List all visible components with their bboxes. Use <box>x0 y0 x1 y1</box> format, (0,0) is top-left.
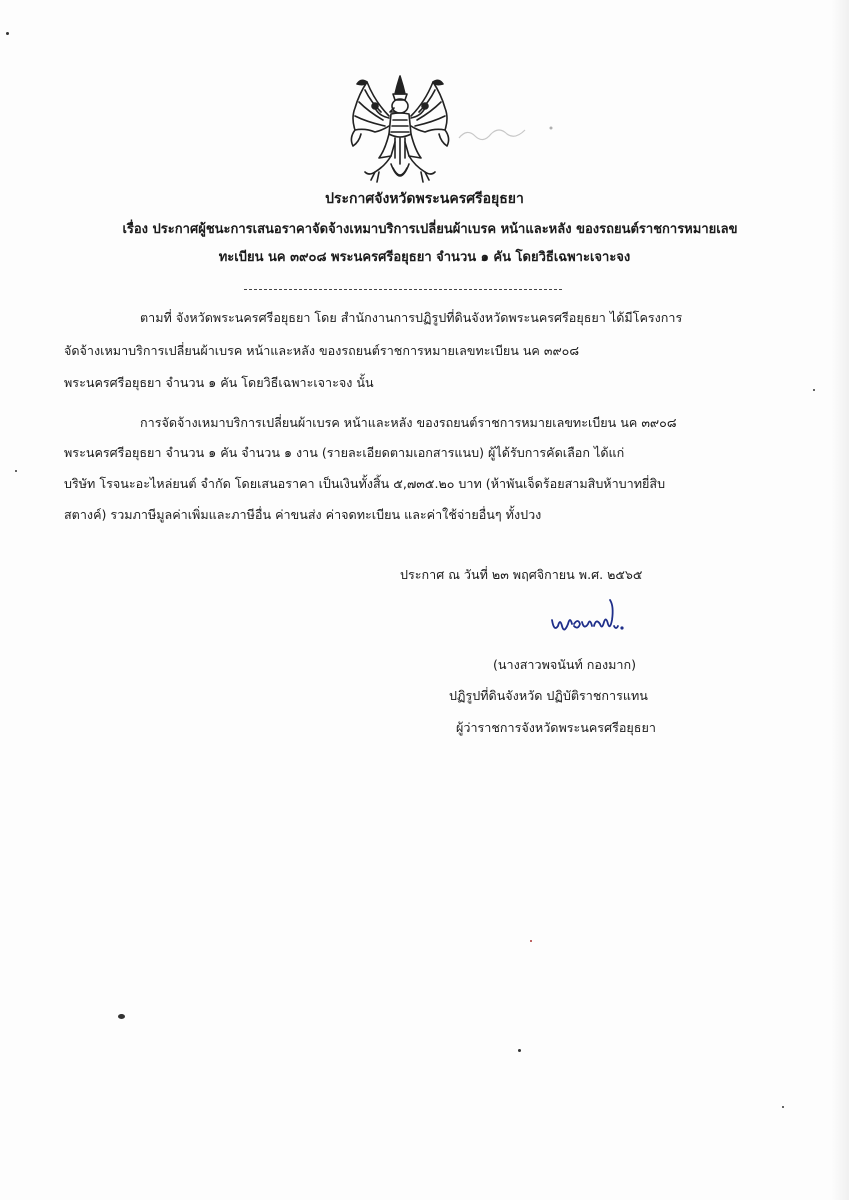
scan-speck <box>813 389 815 391</box>
scan-speck <box>518 1049 521 1052</box>
subject-line-2: ทะเบียน นค ๓๙๐๘ พระนครศรีอยุธยา จำนวน ๑ คัน โดยวิธีเฉพาะเจาะจง <box>218 250 631 265</box>
garuda-emblem-icon <box>345 72 455 190</box>
issuer-title: ประกาศจังหวัดพระนครศรีอยุธยา <box>325 191 524 207</box>
paragraph-2-line-4: สตางค์) รวมภาษีมูลค่าเพิ่มและภาษีอื่น ค่าขนส่ง ค่าจดทะเบียน และค่าใช้จ่ายอื่นๆ ทั้งปวง <box>64 507 542 522</box>
scan-speck <box>782 1106 784 1108</box>
scan-speck <box>6 32 9 35</box>
paragraph-1-line-1: ตามที่ จังหวัดพระนครศรีอยุธยา โดย สำนักงานการปฏิรูปที่ดินจังหวัดพระนครศรีอยุธยา ได้มีโครงการ <box>140 310 683 325</box>
header-divider <box>244 289 562 290</box>
paragraph-1-line-3: พระนครศรีอยุธยา จำนวน ๑ คัน โดยวิธีเฉพาะเจาะจง นั้น <box>64 375 374 390</box>
signatory-title-2: ผู้ว่าราชการจังหวัดพระนครศรีอยุธยา <box>456 720 656 735</box>
paragraph-2-line-1: การจัดจ้างเหมาบริการเปลี่ยนผ้าเบรค หน้าและหลัง ของรถยนต์ราชการหมายเลขทะเบียน นค ๓๙๐๘ <box>140 415 677 430</box>
scan-speck <box>118 1014 125 1019</box>
signatory-name: (นางสาวพจนันท์ กองมาก) <box>493 657 637 672</box>
faint-stamp-mark <box>455 118 555 148</box>
announcement-date: ประกาศ ณ วันที่ ๒๓ พฤศจิกายน พ.ศ. ๒๕๖๕ <box>400 567 643 582</box>
paragraph-2-line-2: พระนครศรีอยุธยา จำนวน ๑ คัน จำนวน ๑ งาน (รายละเอียดตามเอกสารแนบ) ผู้ได้รับการคัดเลือก ได้แก่ <box>64 445 625 460</box>
handwritten-signature <box>548 596 628 642</box>
scan-speck <box>15 470 17 472</box>
scan-speck <box>530 940 532 942</box>
signatory-title-1: ปฏิรูปที่ดินจังหวัด ปฏิบัติราชการแทน <box>449 688 648 703</box>
paragraph-2-line-3: บริษัท โรจนะอะไหล่ยนต์ จำกัด โดยเสนอราคา เป็นเงินทั้งสิ้น ๕,๗๓๕.๒๐ บาท (ห้าพันเจ็ดร้อยสามสิบห้าบาทยี่สิบ <box>64 476 666 491</box>
page-edge-shadow <box>831 0 849 1200</box>
paragraph-1-line-2: จัดจ้างเหมาบริการเปลี่ยนผ้าเบรค หน้าและหลัง ของรถยนต์ราชการหมายเลขทะเบียน นค ๓๙๐๘ <box>64 343 580 358</box>
subject-line-1: เรื่อง ประกาศผู้ชนะการเสนอราคาจัดจ้างเหมาบริการเปลี่ยนผ้าเบรค หน้าและหลัง ของรถยนต์ราชการหมายเลข <box>122 222 738 237</box>
